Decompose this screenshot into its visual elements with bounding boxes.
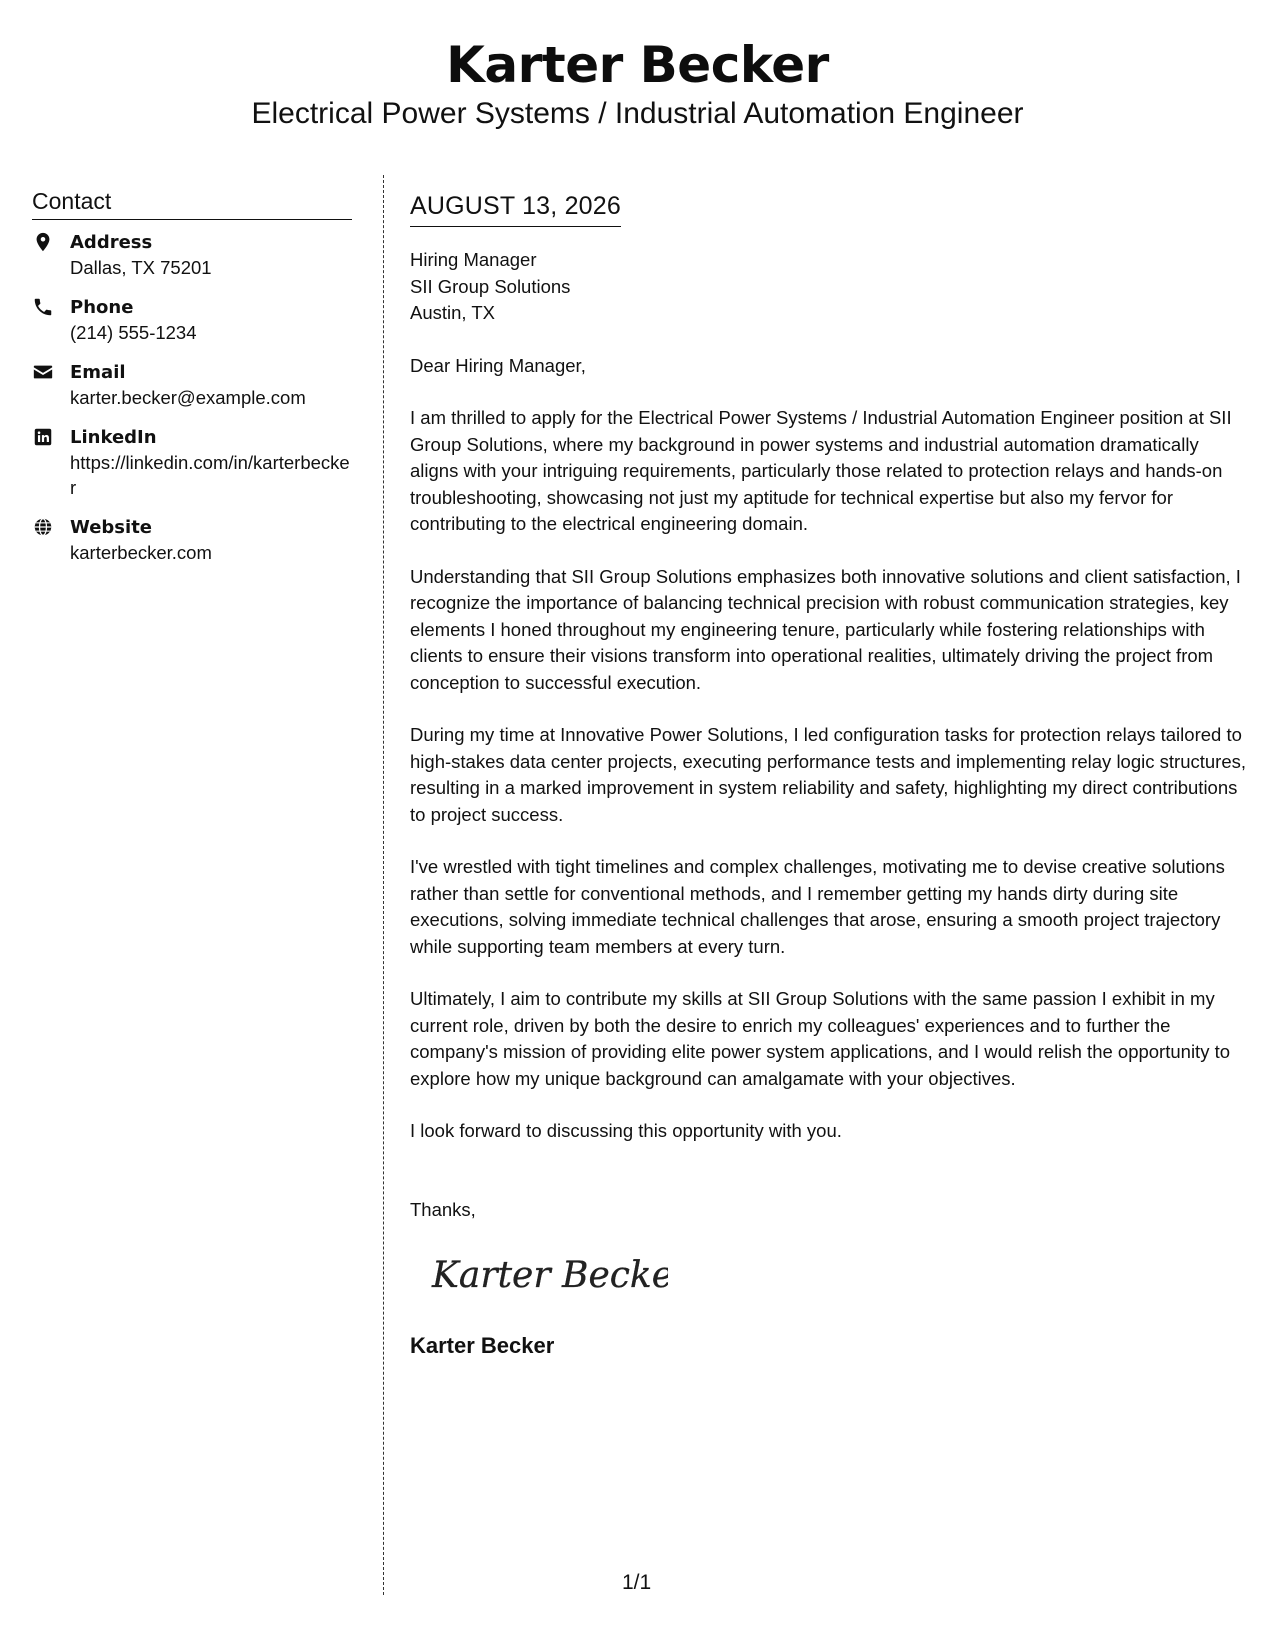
signer-name: Karter Becker	[410, 1333, 555, 1358]
contact-label: LinkedIn	[70, 427, 157, 448]
contact-value: Dallas, TX 75201	[70, 257, 212, 278]
letter-date: AUGUST 13, 2026	[410, 190, 621, 227]
contact-sidebar	[32, 186, 352, 580]
contact-label: Address	[70, 232, 153, 253]
body-paragraph: Understanding that SII Group Solutions emphasizes both innovative solutions and client satisfaction, I recognize the importance of balancing technical precision with robust communication strategies, key elements I honed throughout my engineering tenure, particularly while fostering relationships with clients to ensure their visions transform into operational realities, ultimately driving the project from conception to successful execution.	[410, 565, 1241, 693]
body-paragraph: I am thrilled to apply for the Electrical Power Systems / Industrial Automation Engineer position at SII Group Solutions, where my background in power systems and industrial automation dramatically aligns with your intriguing requirements, particularly those related to protection relays and hands-on troubleshooting, showcasing not just my aptitude for technical expertise but also my fervor for contributing to the electrical engineering domain.	[410, 407, 1232, 534]
contact-heading: Contact	[32, 186, 352, 220]
phone-icon	[32, 296, 54, 318]
linkedin-icon	[32, 426, 54, 448]
recipient-line: Austin, TX	[410, 302, 496, 323]
contact-label: Website	[70, 517, 153, 538]
letter-body	[410, 190, 1250, 1360]
globe-icon	[32, 516, 54, 538]
contact-item-website	[32, 515, 352, 565]
contact-value: (214) 555-1234	[70, 322, 197, 343]
signoff: Thanks,	[410, 1198, 476, 1220]
recipient-address	[410, 247, 1250, 327]
website-link[interactable]: karterbecker.com	[70, 542, 212, 563]
recipient-line: SII Group Solutions	[410, 275, 571, 297]
contact-item-email	[32, 360, 352, 410]
page-number: 1/1	[622, 1571, 652, 1594]
salutation: Dear Hiring Manager,	[410, 354, 586, 376]
column-divider	[383, 175, 384, 1595]
handwritten-signature	[428, 1243, 668, 1313]
linkedin-link[interactable]: https://linkedin.com/in/karterbecker	[70, 452, 350, 498]
map-pin-icon	[32, 231, 54, 253]
body-paragraph: I've wrestled with tight timelines and complex challenges, motivating me to devise creative solutions rather than settle for conventional methods, and I remember getting my hands dirty during site executions, solving immediate technical challenges that arose, ensuring a smooth project trajectory while supporting team members at every turn.	[410, 856, 1225, 957]
body-paragraph: During my time at Innovative Power Solutions, I led configuration tasks for protection relays tailored to high-stakes data center projects, executing performance tests and implementing relay logic structures, resulting in a marked improvement in system reliability and safety, highlighting my direct contributions to project success.	[410, 724, 1246, 825]
applicant-name: Karter Becker	[446, 36, 829, 94]
contact-label: Phone	[70, 297, 134, 318]
envelope-icon	[32, 361, 54, 383]
contact-item-address	[32, 230, 352, 280]
applicant-title: Electrical Power Systems / Industrial Automation Engineer	[251, 97, 1024, 130]
recipient-line: Hiring Manager	[410, 249, 537, 270]
signature-script: Karter Becker	[432, 1255, 668, 1296]
contact-list	[32, 230, 352, 565]
closing-line: I look forward to discussing this opportunity with you.	[410, 1120, 842, 1141]
letter-header	[0, 34, 1275, 132]
body-paragraph: Ultimately, I aim to contribute my skills at SII Group Solutions with the same passion I exhibit in my current role, driven by both the desire to enrich my colleagues' experiences and to further the company's mission of providing elite power system applications, and I would relish the opportunity to explore how my unique background can amalgamate with your objectives.	[410, 988, 1231, 1089]
contact-item-phone	[32, 295, 352, 345]
contact-item-linkedin	[32, 425, 352, 500]
contact-label: Email	[70, 362, 126, 383]
contact-value: karter.becker@example.com	[70, 387, 306, 408]
